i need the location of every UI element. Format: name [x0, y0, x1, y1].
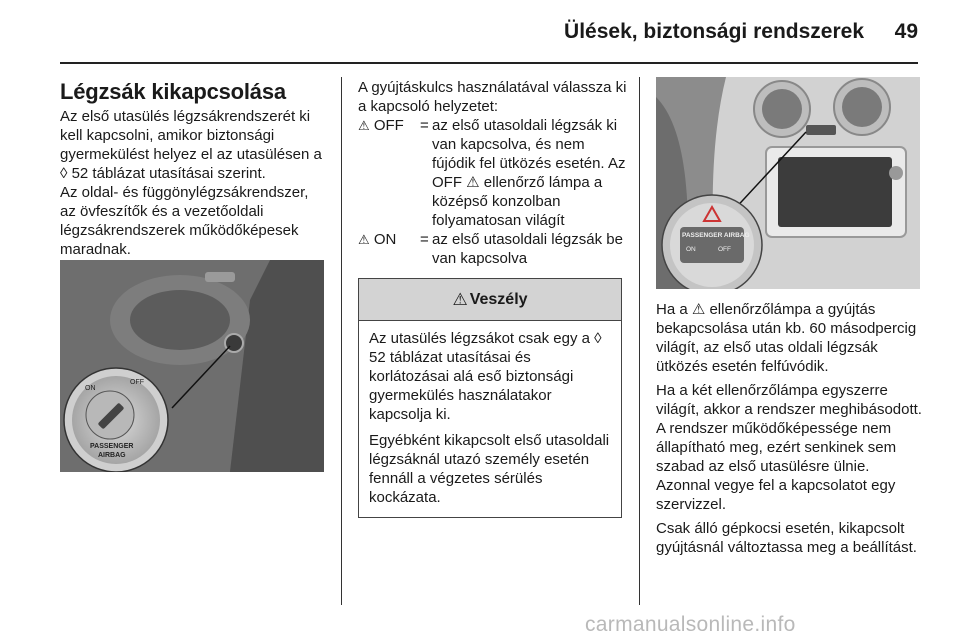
center-console-photo: [656, 77, 920, 289]
chapter-title: Ülések, biztonsági rendszerek: [564, 20, 864, 43]
paragraph-2: Az oldal- és függönylégzsákrendszer, az övfeszítők és a vezetőoldali légzsákrendszerek működőképesek maradnak.: [60, 184, 309, 258]
dashboard-side-illustration: [60, 260, 324, 472]
photo1-airbag-label: AIRBAG: [98, 452, 126, 459]
option-off-key: ⚠ OFF: [358, 117, 404, 134]
column-1: [60, 78, 328, 259]
danger-title: Veszély: [469, 290, 528, 308]
column-divider-2: [639, 77, 640, 605]
column-divider-1: [341, 77, 342, 605]
option-on-row: [358, 230, 628, 268]
airbag-switch-photo: [60, 260, 324, 472]
section-title: Légzsák kikapcsolása: [60, 79, 286, 104]
col3-paragraph-2: Ha a két ellenőrzőlámpa egyszerre világít, akkor a rendszer meghibásodott. A rendszer működőképessége nem állapítható meg, ezért senkinek sem szabad az első utasülésre ülnie. Azonnal vegye fel a kapcsolatot egy szervizzel.: [656, 382, 922, 513]
warning-triangle-icon: ⚠: [452, 289, 468, 309]
option-on-key: ⚠ ON: [358, 231, 397, 248]
photo2-off-label: OFF: [718, 246, 731, 253]
header-divider: [60, 62, 918, 64]
danger-paragraph-2: Egyébként kikapcsolt első utasoldali légzsáknál utazó személy esetén fennáll a végzetes sérülés kockázata.: [369, 432, 610, 506]
option-off-row: [358, 116, 628, 230]
page-number: 49: [894, 20, 918, 43]
column-3: [656, 300, 924, 557]
center-console-illustration: [656, 77, 920, 289]
option-on-eq: =: [420, 231, 429, 248]
danger-paragraph-1: Az utasülés légzsákot csak egy a ◊ 52 táblázat utasításai és korlátozásai alá eső biztonsági gyermekülés használatakor kapcsolja ki.: [369, 330, 602, 423]
danger-box-header: [359, 279, 621, 321]
paragraph-1: Az első utasülés légzsákrendszerét ki kell kapcsolni, amikor biztonsági gyermekülést helyez el az utasülésen a ◊ 52 táblázat utasításai szerint.: [60, 108, 322, 182]
photo1-passenger-label: PASSENGER: [90, 443, 134, 450]
photo2-passenger-airbag-label: PASSENGER AIRBAG: [682, 232, 750, 239]
option-on-desc: az első utasoldali légzsák be van kapcsolva: [432, 231, 623, 267]
col3-paragraph-1: Ha a ⚠ ellenőrzőlámpa a gyújtás bekapcsolása után kb. 60 másodpercig világít, az első utas oldali légzsák ütközés esetén felfúvódik.: [656, 301, 917, 375]
page-header: [0, 0, 960, 62]
switch-intro: A gyújtáskulcs használatával válassza ki a kapcsoló helyzetet:: [358, 79, 627, 115]
airbag-on-icon: ⚠: [358, 232, 370, 247]
photo2-on-label: ON: [686, 246, 696, 253]
danger-box-body: [359, 321, 621, 517]
danger-box: [358, 278, 622, 518]
photo1-on-label: ON: [85, 385, 96, 392]
photo1-off-label: OFF: [130, 379, 144, 386]
airbag-off-icon: ⚠: [358, 118, 370, 133]
watermark: carmanualsonline.info: [585, 613, 796, 636]
option-off-eq: =: [420, 117, 429, 134]
option-off-desc: az első utasoldali légzsák ki van kapcsolva, és nem fújódik fel ütközés esetén. Az OFF ⚠ ellenőrző lámpa a középső konzolban folyamatosan világít: [432, 117, 626, 229]
column-2: [358, 78, 628, 518]
col3-paragraph-3: Csak álló gépkocsi esetén, kikapcsolt gyújtásnál változtassa meg a beállítást.: [656, 520, 917, 556]
